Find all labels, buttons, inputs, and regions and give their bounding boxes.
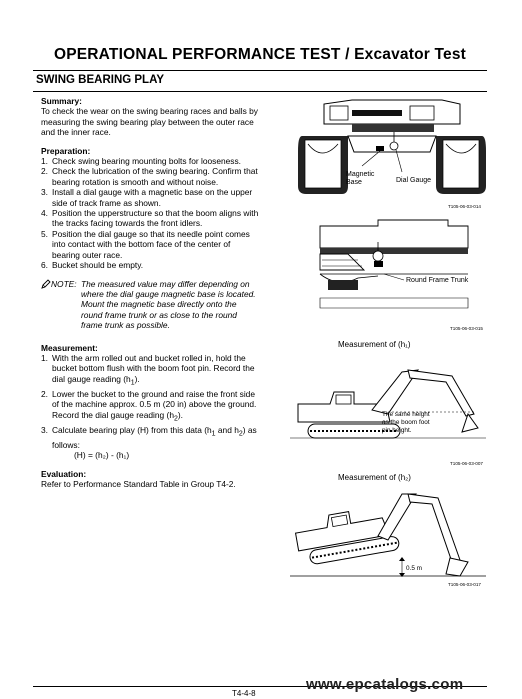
summary-text: To check the wear on the swing bearing races and balls by measuring the swing bearing play between the outer race and the inner race. [41,106,258,138]
figure-round-frame-trunk [318,218,488,334]
evaluation-heading: Evaluation: [41,468,87,479]
instruction-column [41,96,259,489]
note-text: The measured value may differ depending on where the dial gauge magnetic base is located. Mount the magnetic base directly onto the round frame trunk or as close to the round frame trunk as possible. [81,278,256,331]
svg-text:pin height.: pin height. [382,427,412,434]
note-block [41,279,259,331]
dimension-label: 0.5 m [406,565,422,572]
watermark: www.epcatalogs.com [306,676,464,693]
list-item: 2. Lower the bucket to the ground and raise the front side of the machine approx. 0.5 m (20 in) above the ground. Record the dial gauge reading $(h_2)$. [41,388,257,423]
pencil-icon [41,279,51,289]
section-header [33,70,487,92]
list-item: 1. Check swing bearing mounting bolts for looseness. [41,156,242,167]
list-item: 5. Position the dial gauge so that its needle point comes into contact with the bottom face of the center of bearing outer race. [41,228,250,260]
section-title: SWING BEARING PLAY [36,74,165,86]
formula: (H) = (h₂) - (h₁) [74,450,130,461]
summary-heading: Summary: [41,96,82,106]
figure-ref: T105-06-03-017 [448,582,481,587]
preparation-list [41,156,259,270]
list-item: 1. With the arm rolled out and bucket rolled in, hold the bucket bottom flush with the boom foot pin. Record the dial gauge reading $(h_1)$. [41,352,255,387]
list-item: 3. Install a dial gauge with a magnetic base on the upper side of track frame as shown. [41,187,253,208]
preparation-heading: Preparation: [41,145,91,156]
list-item: 6. Bucket should be empty. [41,260,144,271]
figure-caption: Measurement of (h₂) [338,473,411,482]
list-item: 3. Calculate bearing play (H) from this data ($h_1$ and $h_2$) as follows: (H) = (h₂) - (h₁) [41,425,259,461]
magnetic-label: Magnetic [346,171,375,178]
list-item: 4. Position the upperstructure so that the boom aligns with the tracks facing towards the front idlers. [41,208,259,229]
note-label: NOTE: [51,278,77,289]
round-frame-trunk-label: Round Frame Trunk [406,277,469,284]
measurement-list [41,353,259,461]
figure-ref: T105-06-03-014 [448,204,481,209]
figure-dial-gauge-setup [292,96,492,212]
figure-ref: T105-06-03-007 [450,461,483,466]
figure-ref: T105-06-03-015 [450,326,483,331]
svg-text:as the boom foot: as the boom foot [382,419,430,426]
figure-measurement-h1 [290,352,490,468]
same-height-note: The same height [382,411,430,418]
figure-caption: Measurement of (h₁) [338,340,411,349]
base-label: Base [346,179,362,186]
figure-measurement-h2 [290,484,490,588]
list-item: 2. Check the lubrication of the swing bearing. Confirm that bearing rotation is smooth and without noise. [41,166,258,187]
page-title: OPERATIONAL PERFORMANCE TEST / Excavator Test [53,46,467,63]
dial-gauge-label: Dial Gauge [396,177,432,184]
evaluation-text: Refer to Performance Standard Table in Group T4-2. [41,479,236,490]
measurement-heading: Measurement: [41,342,98,353]
page-number: T4-4-8 [232,689,256,698]
